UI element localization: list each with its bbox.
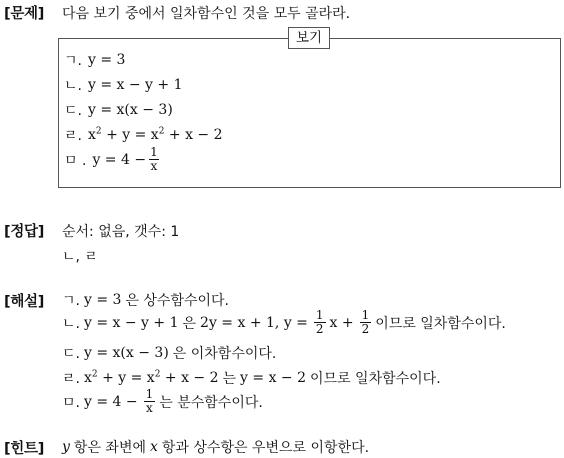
solution-line-2: ㄴ. y = x − y + 1 은 2y = x + 1, y = $\frac{1}{2}$ x + $\frac{1}{2}$ 이므로 일차함수이다. [62,308,506,336]
example-item-4: ㄹ. $x^2 + y = x^2 + x - 2$ [64,126,223,144]
hint-text: y 항은 좌변에 x 항과 상수항은 우변으로 이항한다. [62,439,370,456]
solution-line-4: ㄹ. $x^2 + y = x^2 + x - 2$ 는 y = x − 2 이므로 일차함수이다. [62,369,441,387]
problem-tag: [문제] [4,6,45,22]
example-item-2: ㄴ. y = x − y + 1 [64,77,183,94]
hint-tag: [힌트] [4,441,45,457]
answer-line-2: ㄴ, ㄹ [62,249,98,265]
example-item-3: ㄷ. y = x(x − 3) [64,102,173,119]
solution-tag: [해설] [4,294,45,310]
example-item-1: ㄱ. y = 3 [64,52,126,69]
example-item-5: ㅁ . y = 4 − $\frac{1}{x}$ [64,145,158,173]
answer-tag: [정답] [4,224,45,240]
solution-line-1: ㄱ. y = 3 은 상수함수이다. [62,292,230,309]
example-box-title: 보기 [288,27,330,49]
solution-line-3: ㄷ. y = x(x − 3) 은 이차함수이다. [62,345,277,362]
solution-line-5: ㅁ. y = 4 − $\frac{1}{x}$ 는 분수함수이다. [62,387,263,415]
answer-line-1: 순서: 없음, 갯수: 1 [62,224,180,240]
problem-text: 다음 보기 중에서 일차함수인 것을 모두 골라라. [62,6,351,22]
